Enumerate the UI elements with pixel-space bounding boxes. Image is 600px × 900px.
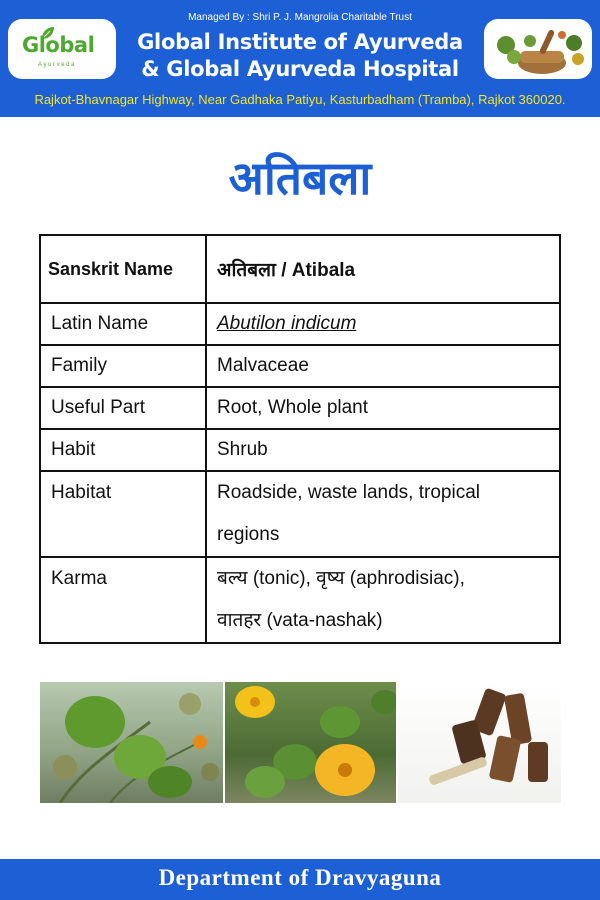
habit-value: Shrub [206, 429, 560, 471]
herbs-mortar-image [484, 19, 592, 79]
habitat-line-1: Roadside, waste lands, tropical [217, 482, 480, 503]
latin-name-label: Latin Name [40, 303, 206, 345]
habitat-value [206, 471, 560, 557]
sanskrit-name-value: अतिबला / Atibala [206, 235, 560, 303]
logo-text: Global [22, 33, 95, 57]
useful-part-label: Useful Part [40, 387, 206, 429]
department-name: Department of Dravyaguna [158, 865, 442, 890]
table-row [40, 429, 560, 471]
table-row [40, 387, 560, 429]
sanskrit-name-label: Sanskrit Name [40, 235, 206, 303]
footer-banner [0, 859, 600, 900]
header-banner [0, 0, 600, 117]
family-label: Family [40, 345, 206, 387]
table-row [40, 471, 560, 557]
table-row [40, 303, 560, 345]
habitat-line-2: regions [217, 524, 280, 545]
logo-subtext: Ayurveda [38, 62, 77, 68]
latin-name-value: Abutilon indicum [217, 313, 357, 334]
dried-root-pieces-photo [398, 682, 561, 803]
table-row [40, 557, 560, 643]
plant-title: अतिबला [228, 151, 372, 205]
yellow-flowers-photo [225, 682, 396, 803]
managed-by-text: Managed By : Shri P. J. Mangrolia Charitable Trust [188, 12, 412, 23]
habit-label: Habit [40, 429, 206, 471]
table-row [40, 235, 560, 303]
institute-title: Global Institute of Ayurveda [137, 30, 463, 54]
plant-with-seed-pods-photo [40, 682, 223, 803]
table-row [40, 345, 560, 387]
karma-value [206, 557, 560, 643]
plant-info-table [39, 234, 561, 644]
family-value: Malvaceae [206, 345, 560, 387]
hospital-title: & Global Ayurveda Hospital [141, 57, 459, 81]
karma-label: Karma [40, 557, 206, 643]
useful-part-value: Root, Whole plant [206, 387, 560, 429]
habitat-label: Habitat [40, 471, 206, 557]
karma-line-1: बल्य (tonic), वृष्य (aphrodisiac), [217, 568, 465, 589]
address-text: Rajkot-Bhavnagar Highway, Near Gadhaka Patiyu, Kasturbadham (Tramba), Rajkot 360020. [34, 92, 566, 107]
karma-line-2: वातहर (vata-nashak) [217, 610, 383, 631]
